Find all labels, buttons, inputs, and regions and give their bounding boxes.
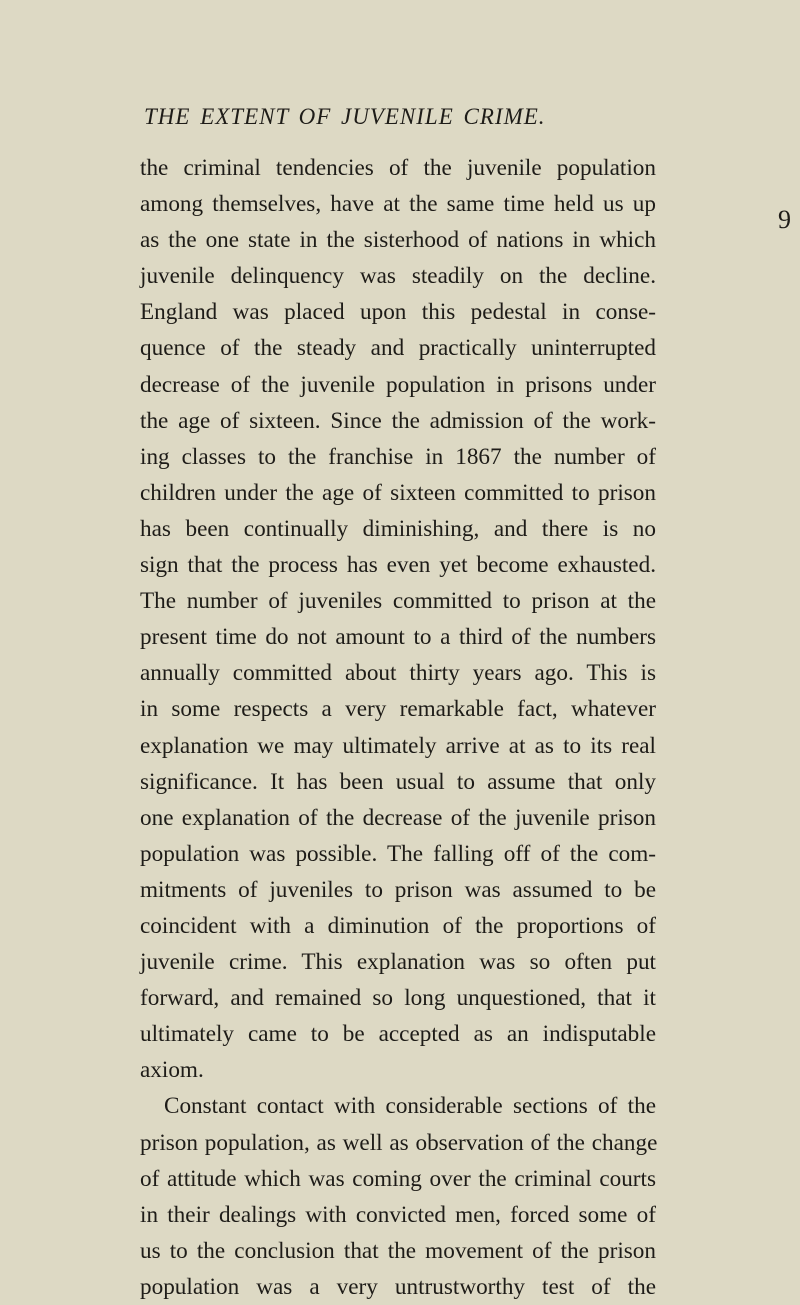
text-line: coincident with a diminution of the proportions of — [140, 912, 656, 939]
text-line: axiom. — [140, 1057, 204, 1084]
text-line: of attitude which was coming over the criminal courts — [140, 1165, 656, 1192]
text-line: mitments of juveniles to prison was assumed to be — [140, 876, 656, 903]
body-text — [140, 150, 656, 1305]
text-line: The number of juveniles committed to prison at the — [140, 588, 656, 615]
text-line: prison population, as well as observation of the change — [140, 1129, 658, 1156]
text-line: us to the conclusion that the movement of the prison — [140, 1237, 656, 1264]
text-line: juvenile delinquency was steadily on the decline. — [140, 263, 656, 290]
text-line: England was placed upon this pedestal in conse- — [140, 299, 656, 326]
text-line: population was possible. The falling off of the com- — [140, 840, 656, 867]
text-line: present time do not amount to a third of the numbers — [140, 624, 656, 651]
text-line: decrease of the juvenile population in prisons under — [140, 371, 656, 398]
text-line: explanation we may ultimately arrive at as to its real — [140, 732, 656, 759]
text-line: the criminal tendencies of the juvenile population — [140, 155, 656, 181]
text-line: quence of the steady and practically uninterrupted — [140, 335, 656, 362]
text-line: significance. It has been usual to assume that only — [140, 768, 656, 795]
text-line: among themselves, have at the same time held us up — [140, 191, 656, 218]
text-line: one explanation of the decrease of the juvenile prison — [140, 804, 656, 831]
text-line: Constant contact with considerable sections of the — [164, 1093, 656, 1120]
text-line: ing classes to the franchise in 1867 the number of — [140, 443, 656, 470]
text-line: as the one state in the sisterhood of nations in which — [140, 227, 656, 254]
text-line: juvenile crime. This explanation was so often put — [140, 949, 656, 976]
text-line: in their dealings with convicted men, forced some of — [140, 1201, 656, 1228]
text-line: annually committed about thirty years ago. This is — [140, 660, 656, 687]
page-number: 9 — [778, 205, 792, 234]
text-line: in some respects a very remarkable fact, whatever — [140, 696, 656, 723]
text-line: children under the age of sixteen committed to prison — [140, 479, 656, 506]
running-title: THE EXTENT OF JUVENILE CRIME. — [144, 104, 546, 129]
text-line: sign that the process has even yet become exhausted. — [140, 552, 656, 579]
text-line: ultimately came to be accepted as an indisputable — [140, 1021, 656, 1048]
text-line: has been continually diminishing, and there is no — [140, 515, 656, 542]
text-line: forward, and remained so long unquestioned, that it — [140, 985, 656, 1012]
text-line: population was a very untrustworthy test of the — [140, 1273, 656, 1300]
text-line: the age of sixteen. Since the admission of the work- — [140, 407, 656, 434]
